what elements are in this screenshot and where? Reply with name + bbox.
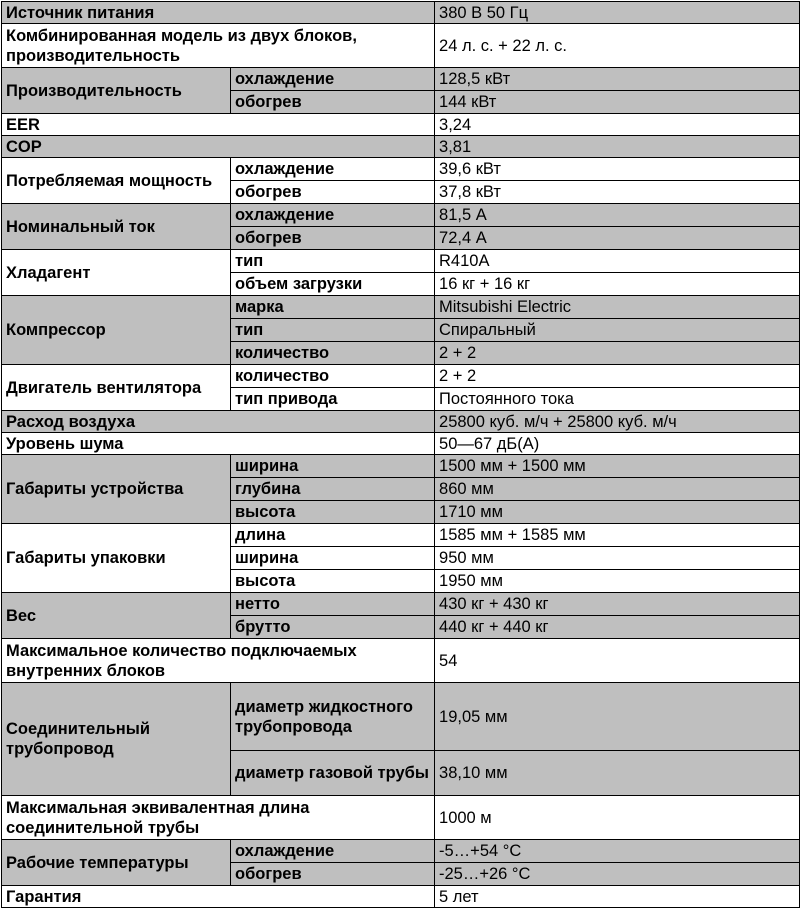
table-row (2, 158, 800, 181)
package-dims-height-value: 1950 мм (435, 570, 800, 593)
capacity-label: Производительность (2, 68, 231, 114)
warranty-label: Гарантия (2, 886, 435, 908)
eer-label: EER (2, 114, 435, 136)
airflow-value: 25800 куб. м/ч + 25800 куб. м/ч (435, 411, 800, 433)
piping-liquid-value: 19,05 мм (435, 683, 800, 751)
power-supply-value: 380 В 50 Гц (435, 2, 800, 24)
table-row (2, 24, 800, 68)
capacity-cooling-label: охлаждение (231, 68, 435, 91)
power-supply-label: Источник питания (2, 2, 435, 24)
weight-label: Вес (2, 593, 231, 639)
operating-temp-label: Рабочие температуры (2, 840, 231, 886)
compressor-brand-label: марка (231, 296, 435, 319)
piping-gas-value: 38,10 мм (435, 751, 800, 796)
fan-motor-drive-label: тип привода (231, 388, 435, 411)
unit-dims-depth-value: 860 мм (435, 478, 800, 501)
warranty-value: 5 лет (435, 886, 800, 908)
operating-temp-heating-label: обогрев (231, 863, 435, 886)
unit-dims-width-value: 1500 мм + 1500 мм (435, 455, 800, 478)
fan-motor-count-label: количество (231, 365, 435, 388)
compressor-count-label: количество (231, 342, 435, 365)
table-row (2, 433, 800, 455)
max-indoor-value: 54 (435, 639, 800, 683)
table-row (2, 365, 800, 388)
compressor-count-value: 2 + 2 (435, 342, 800, 365)
table-row (2, 455, 800, 478)
rated-current-cooling-value: 81,5 А (435, 204, 800, 227)
table-row (2, 136, 800, 158)
combined-model-value: 24 л. с. + 22 л. с. (435, 24, 800, 68)
piping-label: Соединительный трубопровод (2, 683, 231, 796)
eer-value: 3,24 (435, 114, 800, 136)
table-row (2, 411, 800, 433)
max-pipe-length-value: 1000 м (435, 796, 800, 840)
power-consumption-heating-label: обогрев (231, 181, 435, 204)
operating-temp-cooling-value: -5…+54 °С (435, 840, 800, 863)
refrigerant-label: Хладагент (2, 250, 231, 296)
table-row (2, 639, 800, 683)
capacity-heating-label: обогрев (231, 91, 435, 114)
table-row (2, 114, 800, 136)
specifications-table (1, 1, 800, 908)
refrigerant-type-value: R410A (435, 250, 800, 273)
noise-label: Уровень шума (2, 433, 435, 455)
unit-dims-depth-label: глубина (231, 478, 435, 501)
noise-value: 50—67 дБ(А) (435, 433, 800, 455)
package-dims-label: Габариты упаковки (2, 524, 231, 593)
package-dims-width-label: ширина (231, 547, 435, 570)
combined-model-label: Комбинированная модель из двух блоков, производительность (2, 24, 435, 68)
table-row (2, 204, 800, 227)
fan-motor-label: Двигатель вентилятора (2, 365, 231, 411)
operating-temp-cooling-label: охлаждение (231, 840, 435, 863)
weight-gross-value: 440 кг + 440 кг (435, 616, 800, 639)
table-row (2, 593, 800, 616)
compressor-brand-value: Mitsubishi Electric (435, 296, 800, 319)
package-dims-height-label: высота (231, 570, 435, 593)
power-consumption-heating-value: 37,8 кВт (435, 181, 800, 204)
table-row (2, 524, 800, 547)
piping-gas-label: диаметр газовой трубы (231, 751, 435, 796)
power-consumption-label: Потребляемая мощность (2, 158, 231, 204)
fan-motor-drive-value: Постоянного тока (435, 388, 800, 411)
fan-motor-count-value: 2 + 2 (435, 365, 800, 388)
rated-current-cooling-label: охлаждение (231, 204, 435, 227)
table-row (2, 296, 800, 319)
airflow-label: Расход воздуха (2, 411, 435, 433)
capacity-cooling-value: 128,5 кВт (435, 68, 800, 91)
weight-net-label: нетто (231, 593, 435, 616)
cop-label: COP (2, 136, 435, 158)
piping-liquid-label: диаметр жидкостного трубопровода (231, 683, 435, 751)
package-dims-length-value: 1585 мм + 1585 мм (435, 524, 800, 547)
max-pipe-length-label: Максимальная эквивалентная длина соединительной трубы (2, 796, 435, 840)
weight-gross-label: брутто (231, 616, 435, 639)
power-consumption-cooling-value: 39,6 кВт (435, 158, 800, 181)
compressor-type-value: Спиральный (435, 319, 800, 342)
rated-current-heating-label: обогрев (231, 227, 435, 250)
table-row (2, 250, 800, 273)
rated-current-label: Номинальный ток (2, 204, 231, 250)
table-row (2, 840, 800, 863)
capacity-heating-value: 144 кВт (435, 91, 800, 114)
unit-dims-width-label: ширина (231, 455, 435, 478)
table-row (2, 68, 800, 91)
table-row (2, 683, 800, 751)
refrigerant-type-label: тип (231, 250, 435, 273)
compressor-label: Компрессор (2, 296, 231, 365)
table-row (2, 796, 800, 840)
unit-dims-height-value: 1710 мм (435, 501, 800, 524)
weight-net-value: 430 кг + 430 кг (435, 593, 800, 616)
refrigerant-charge-value: 16 кг + 16 кг (435, 273, 800, 296)
unit-dims-height-label: высота (231, 501, 435, 524)
refrigerant-charge-label: объем загрузки (231, 273, 435, 296)
cop-value: 3,81 (435, 136, 800, 158)
max-indoor-label: Максимальное количество подключаемых внутренних блоков (2, 639, 435, 683)
table-row (2, 2, 800, 24)
table-row (2, 886, 800, 908)
package-dims-width-value: 950 мм (435, 547, 800, 570)
unit-dims-label: Габариты устройства (2, 455, 231, 524)
compressor-type-label: тип (231, 319, 435, 342)
power-consumption-cooling-label: охлаждение (231, 158, 435, 181)
operating-temp-heating-value: -25…+26 °С (435, 863, 800, 886)
rated-current-heating-value: 72,4 А (435, 227, 800, 250)
package-dims-length-label: длина (231, 524, 435, 547)
